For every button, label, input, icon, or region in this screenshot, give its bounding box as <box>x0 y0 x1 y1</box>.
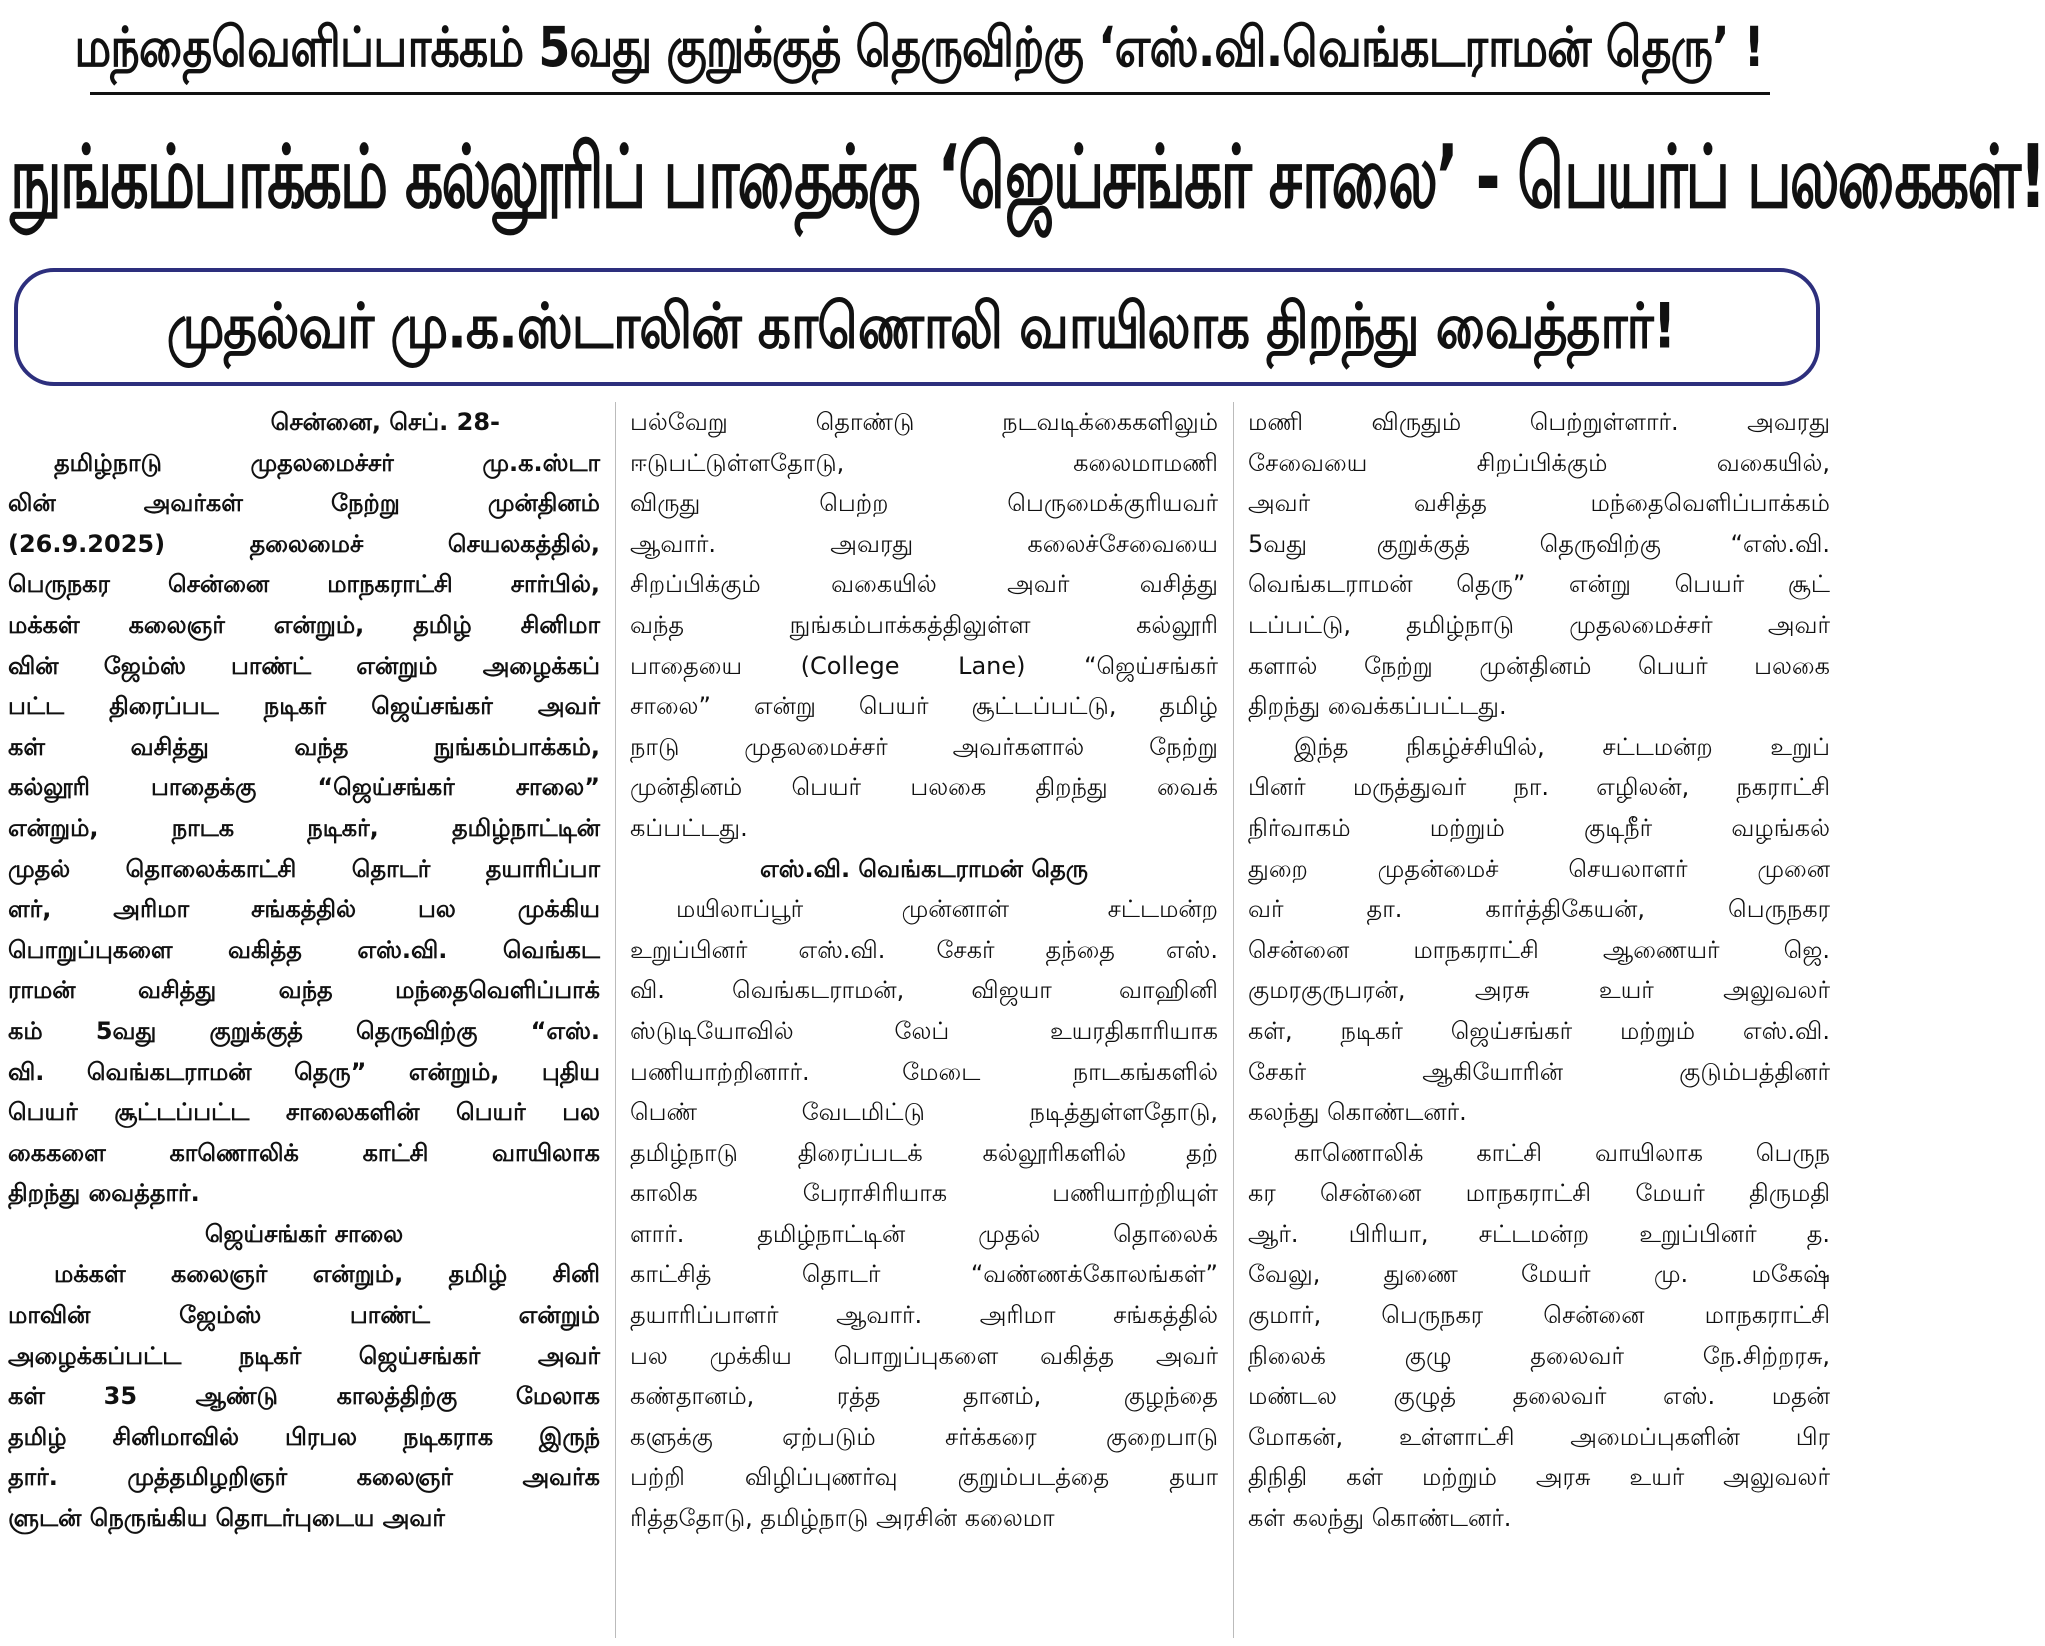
text-line: கள் கலந்து கொண்டனர். <box>1248 1504 1512 1533</box>
main-headline: நுங்கம்பாக்கம் கல்லூரிப் பாதைக்கு ‘ஜெய்சங்கர் சாலை’ - பெயர்ப் பலகைகள்! <box>10 127 2045 229</box>
text-line: ளர், அரிமா சங்கத்தில் பல முக்கிய <box>8 895 600 924</box>
text-line: (26.9.2025) தலைமைச் செயலகத்தில், <box>8 529 600 558</box>
article-column-1 <box>8 402 600 1638</box>
text-line: டப்பட்டு, தமிழ்நாடு முதலமைச்சர் அவர் <box>1248 610 1830 639</box>
text-line: பினர் மருத்துவர் நா. எழிலன், நகராட்சி <box>1248 773 1830 802</box>
text-line: லின் அவர்கள் நேற்று முன்தினம் <box>8 489 600 518</box>
text-line: பல முக்கிய பொறுப்புகளை வகித்த அவர் <box>630 1341 1218 1370</box>
paragraph <box>630 402 1218 849</box>
text-line: இந்த நிகழ்ச்சியில், சட்டமன்ற உறுப் <box>1294 732 1830 761</box>
text-line: பெண் வேடமிட்டு நடித்துள்ளதோடு, <box>630 1098 1218 1127</box>
text-line: ஆவார். அவரது கலைச்சேவையை <box>630 529 1218 558</box>
text-line: தயாரிப்பாளர் ஆவார். அரிமா சங்கத்தில் <box>630 1301 1218 1330</box>
text-line: மாவின் ஜேம்ஸ் பாண்ட் என்றும் <box>8 1301 600 1330</box>
text-line: காணொலிக் காட்சி வாயிலாக பெருந <box>1294 1138 1830 1167</box>
text-line: மணி விருதும் பெற்றுள்ளார். அவரது <box>1248 408 1830 436</box>
text-line: அவர் வசித்த மந்தைவெளிப்பாக்கம் <box>1248 489 1830 518</box>
text-line: முதல் தொலைக்காட்சி தொடர் தயாரிப்பா <box>8 854 600 883</box>
text-line: அழைக்கப்பட்ட நடிகர் ஜெய்சங்கர் அவர் <box>8 1341 600 1370</box>
article-column-2 <box>630 402 1218 1638</box>
paragraph <box>1248 1133 1830 1539</box>
paragraph <box>1248 402 1830 727</box>
text-line: சாலை” என்று பெயர் சூட்டப்பட்டு, தமிழ் <box>630 692 1218 721</box>
text-line: ஈடுபட்டுள்ளதோடு, கலைமாமணி <box>630 448 1218 477</box>
text-line: ஸ்டுடியோவில் லேப் உயரதிகாரியாக <box>630 1016 1218 1045</box>
paragraph <box>8 1254 600 1538</box>
text-line: 5வது குறுக்குத் தெருவிற்கு “எஸ்.வி. <box>1248 529 1830 558</box>
text-line: கள் 35 ஆண்டு காலத்திற்கு மேலாக <box>8 1382 600 1411</box>
subheading: ஜெய்சங்கர் சாலை <box>204 1219 404 1248</box>
text-line: தமிழ்நாடு முதலமைச்சர் மு.க.ஸ்டா <box>54 448 600 477</box>
text-line: முன்தினம் பெயர் பலகை திறந்து வைக் <box>630 773 1218 802</box>
text-line: சென்னை மாநகராட்சி ஆணையர் ஜெ. <box>1248 935 1830 964</box>
text-line: ளார். தமிழ்நாட்டின் முதல் தொலைக் <box>630 1219 1218 1248</box>
column-divider-2 <box>1233 402 1234 1638</box>
text-line: தமிழ் சினிமாவில் பிரபல நடிகராக இருந் <box>8 1422 600 1451</box>
text-line: ரித்ததோடு, தமிழ்நாடு அரசின் கலைமா <box>630 1504 1055 1533</box>
text-line: கலந்து கொண்டனர். <box>1248 1098 1467 1127</box>
text-line: திறந்து வைத்தார். <box>8 1179 200 1208</box>
text-line: விருது பெற்ற பெருமைக்குரியவர் <box>630 489 1218 518</box>
subheading: எஸ்.வி. வெங்கடராமன் தெரு <box>760 854 1088 883</box>
paragraph <box>1248 727 1830 1133</box>
text-line: மோகன், உள்ளாட்சி அமைப்புகளின் பிர <box>1248 1422 1830 1451</box>
dateline: சென்னை, செப். 28- <box>270 408 500 436</box>
text-line: மக்கள் கலைஞர் என்றும், தமிழ் சினி <box>54 1260 600 1289</box>
text-line: துறை முதன்மைச் செயலாளர் முனை <box>1248 854 1830 883</box>
text-line: கல்லூரி பாதைக்கு “ஜெய்சங்கர் சாலை” <box>8 773 600 802</box>
text-line: வெங்கடராமன் தெரு” என்று பெயர் சூட் <box>1248 570 1830 599</box>
text-line: என்றும், நாடக நடிகர், தமிழ்நாட்டின் <box>8 813 600 842</box>
text-line: கள், நடிகர் ஜெய்சங்கர் மற்றும் எஸ்.வி. <box>1248 1016 1830 1045</box>
text-line: வி. வெங்கடராமன் தெரு” என்றும், புதிய <box>8 1057 600 1086</box>
strapline: முதல்வர் மு.க.ஸ்டாலின் காணொலி வாயிலாக திறந்து வைத்தார்! <box>166 291 1676 363</box>
text-line: வின் ஜேம்ஸ் பாண்ட் என்றும் அழைக்கப் <box>8 651 600 680</box>
text-line: பொறுப்புகளை வகித்த எஸ்.வி. வெங்கட <box>8 935 600 964</box>
text-line: மண்டல குழுத் தலைவர் எஸ். மதன் <box>1248 1382 1830 1411</box>
text-line: மக்கள் கலைஞர் என்றும், தமிழ் சினிமா <box>8 610 600 639</box>
text-line: பட்ட திரைப்பட நடிகர் ஜெய்சங்கர் அவர் <box>8 692 600 721</box>
text-line: நிர்வாகம் மற்றும் குடிநீர் வழங்கல் <box>1248 813 1830 842</box>
text-line: தமிழ்நாடு திரைப்படக் கல்லூரிகளில் தற் <box>630 1138 1218 1167</box>
text-line: குமரகுருபரன், அரசு உயர் அலுவலர் <box>1248 976 1830 1005</box>
text-line: சிறப்பிக்கும் வகையில் அவர் வசித்து <box>630 570 1218 599</box>
article-column-3 <box>1248 402 1830 1638</box>
text-line: ராமன் வசித்து வந்த மந்தைவெளிப்பாக் <box>8 976 600 1005</box>
text-line: தார். முத்தமிழறிஞர் கலைஞர் அவர்க <box>8 1463 600 1492</box>
text-line: பெருநகர சென்னை மாநகராட்சி சார்பில், <box>8 570 600 599</box>
text-line: திறந்து வைக்கப்பட்டது. <box>1248 692 1507 721</box>
text-line: வேலு, துணை மேயர் மு. மகேஷ் <box>1248 1260 1830 1289</box>
text-line: நாடு முதலமைச்சர் அவர்களால் நேற்று <box>630 732 1218 761</box>
text-line: களுக்கு ஏற்படும் சர்க்கரை குறைபாடு <box>630 1422 1218 1451</box>
strapline-box <box>14 268 1820 386</box>
text-line: உறுப்பினர் எஸ்.வி. சேகர் தந்தை எஸ். <box>630 935 1218 964</box>
column-divider-1 <box>615 402 616 1638</box>
text-line: காலிக பேராசிரியாக பணியாற்றியுள் <box>630 1179 1218 1208</box>
text-line: பெயர் சூட்டப்பட்ட சாலைகளின் பெயர் பல <box>8 1098 600 1127</box>
text-line: பல்வேறு தொண்டு நடவடிக்கைகளிலும் <box>630 408 1218 436</box>
text-line: நிலைக் குழு தலைவர் நே.சிற்றரசு, <box>1248 1341 1830 1370</box>
paragraph <box>8 443 600 1214</box>
text-line: கம் 5வது குறுக்குத் தெருவிற்கு “எஸ். <box>8 1016 600 1045</box>
text-line: கர சென்னை மாநகராட்சி மேயர் திருமதி <box>1248 1179 1830 1208</box>
text-line: சேகர் ஆகியோரின் குடும்பத்தினர் <box>1248 1057 1830 1086</box>
text-line: பணியாற்றினார். மேடை நாடகங்களில் <box>630 1057 1218 1086</box>
text-line: திநிதி கள் மற்றும் அரசு உயர் அலுவலர் <box>1248 1463 1830 1492</box>
text-line: வி. வெங்கடராமன், விஜயா வாஹினி <box>630 976 1218 1005</box>
text-line: வர் தா. கார்த்திகேயன், பெருநகர <box>1248 895 1830 924</box>
text-line: கள் வசித்து வந்த நுங்கம்பாக்கம், <box>8 732 600 761</box>
text-line: காட்சித் தொடர் “வண்ணக்கோலங்கள்” <box>630 1260 1218 1289</box>
text-line: மயிலாப்பூர் முன்னாள் சட்டமன்ற <box>676 895 1218 924</box>
text-line: குமார், பெருநகர சென்னை மாநகராட்சி <box>1248 1301 1830 1330</box>
text-line: கண்தானம், ரத்த தானம், குழந்தை <box>630 1382 1218 1411</box>
text-line: பற்றி விழிப்புணர்வு குறும்படத்தை தயா <box>630 1463 1218 1492</box>
text-line: பாதையை (College Lane) “ஜெய்சங்கர் <box>630 651 1218 680</box>
text-line: கைகளை காணொலிக் காட்சி வாயிலாக <box>8 1138 600 1167</box>
text-line: சேவையை சிறப்பிக்கும் வகையில், <box>1248 448 1830 477</box>
text-line: ளுடன் நெருங்கிய தொடர்புடைய அவர் <box>8 1504 445 1533</box>
paragraph <box>630 889 1218 1539</box>
text-line: வந்த நுங்கம்பாக்கத்திலுள்ள கல்லூரி <box>630 610 1218 639</box>
kicker-headline: மந்தைவெளிப்பாக்கம் 5வது குறுக்குத் தெருவிற்கு ‘எஸ்.வி.வெங்கடராமன் தெரு’ ! <box>74 14 1764 80</box>
text-line: ஆர். பிரியா, சட்டமன்ற உறுப்பினர் த. <box>1248 1219 1830 1248</box>
text-line: களால் நேற்று முன்தினம் பெயர் பலகை <box>1248 651 1830 680</box>
text-line: கப்பட்டது. <box>630 813 748 842</box>
